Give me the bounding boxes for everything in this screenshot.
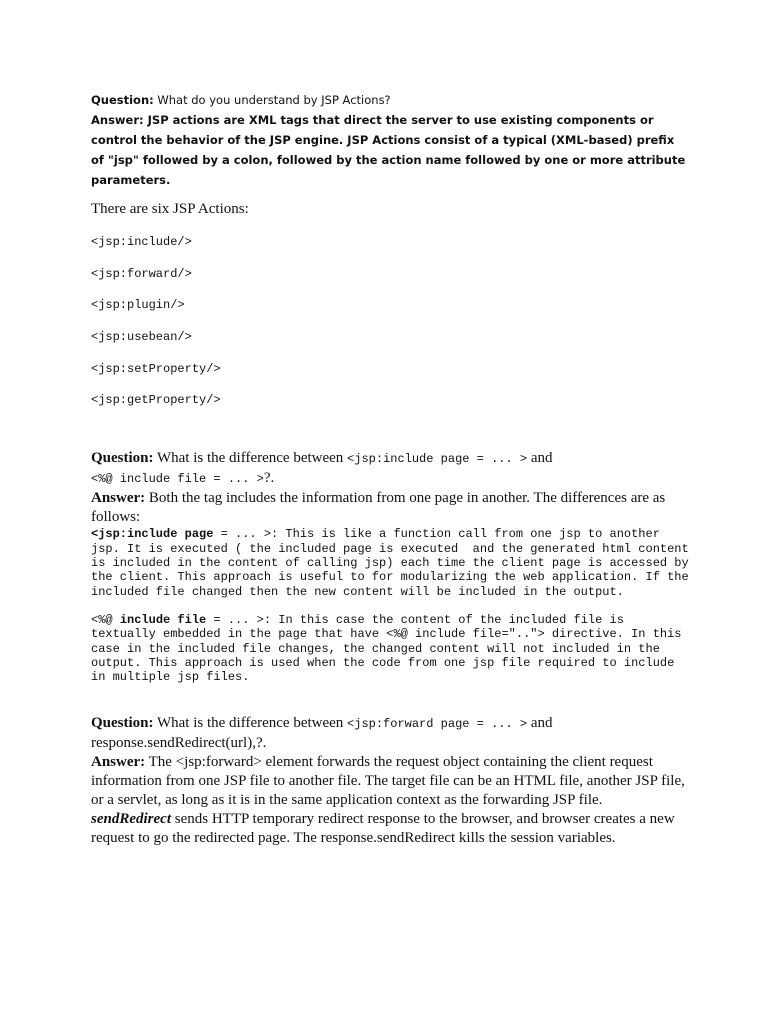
q3-question-mid: and	[527, 715, 553, 732]
q3-redirect-label: sendRedirect	[91, 811, 171, 828]
q2-answer	[91, 489, 691, 527]
q3-question-label: Question:	[91, 715, 154, 732]
q2-include-page-block	[91, 527, 696, 599]
q1-question-label: Question:	[91, 93, 154, 107]
q3-redirect-text: sends HTTP temporary redirect response to the browser, and browser creates a new request to go the redirected page. The response.sendRedirect kills the session variables.	[91, 811, 675, 847]
q3-answer-text: The <jsp:forward> element forwards the request object containing the client request information from one JSP file to another file. The target file can be an HTML file, another JSP file, or a servlet, as long as it is in the same application context as the forwarding JSP file.	[91, 754, 685, 809]
q2-question	[91, 449, 691, 489]
q1-question	[91, 90, 691, 110]
q3-section	[91, 714, 691, 848]
q2-answer-label: Answer:	[91, 490, 146, 507]
q2-question-code1: <jsp:include page = ... >	[347, 452, 528, 467]
action-item: <jsp:usebean/>	[91, 330, 192, 345]
q1-answer-label: Answer:	[91, 113, 144, 127]
q3-question-line2: response.sendRedirect(url),?.	[91, 735, 267, 752]
q1-answer	[91, 110, 691, 190]
q2-section	[91, 449, 696, 685]
action-item: <jsp:forward/>	[91, 266, 192, 281]
q1-answer-text: JSP actions are XML tags that direct the server to use existing components or control the behavior of the JSP engine. JSP Actions consist of a typical (XML-based) prefix of "jsp" followed by a colon, followed by the action name followed by one or more attribute parameters.	[91, 113, 686, 187]
q3-redirect	[91, 810, 691, 848]
action-item: <jsp:include/>	[91, 235, 192, 249]
q3-question	[91, 714, 691, 753]
action-item: <jsp:getProperty/>	[91, 393, 221, 408]
actions-intro: There are six JSP Actions:	[91, 201, 249, 217]
q2-include-file-text: = ... >: In this case the content of the included file is textually embedded in the page that have <%@ include file=".."> directive. In this case in the included file changes, the changed content will not included in the output. This approach is used when the code from one jsp file required to include in multiple jsp files.	[91, 612, 689, 685]
q3-answer-label: Answer:	[91, 754, 146, 771]
action-item: <jsp:setProperty/>	[91, 361, 221, 376]
q2-include-page-keyword: <jsp:include page	[91, 527, 214, 542]
q2-include-file-block	[91, 613, 691, 684]
q2-question-mid: and	[527, 450, 553, 467]
q2-question-end: ?.	[263, 470, 275, 487]
document-page	[91, 90, 696, 848]
q2-include-page-text: = ... >: This is like a function call from one jsp to another jsp. It is executed ( the included page is executed and the generated html content is included in the content of calling jsp) each time the client page is accessed by the client. This approach is useful to for modularizing the web application. If the included file changed then the new content will be included in the output.	[91, 527, 696, 599]
actions-list	[91, 235, 691, 407]
q2-answer-text: Both the tag includes the information from one page in another. The differences are as follows:	[91, 490, 666, 526]
q2-question-label: Question:	[91, 450, 154, 467]
q3-answer	[91, 753, 691, 810]
q2-question-code2: <%@ include file = ... >	[91, 472, 264, 487]
q3-question-code: <jsp:forward page = ... >	[347, 717, 528, 732]
q1-question-text: What do you understand by JSP Actions?	[153, 93, 391, 107]
action-item: <jsp:plugin/>	[91, 298, 185, 313]
q3-question-text: What is the difference between	[153, 715, 348, 732]
q2-include-file-keyword: include file	[119, 612, 207, 627]
q2-question-text: What is the difference between	[153, 450, 348, 467]
q2-include-file-prefix: <%@	[91, 612, 120, 627]
